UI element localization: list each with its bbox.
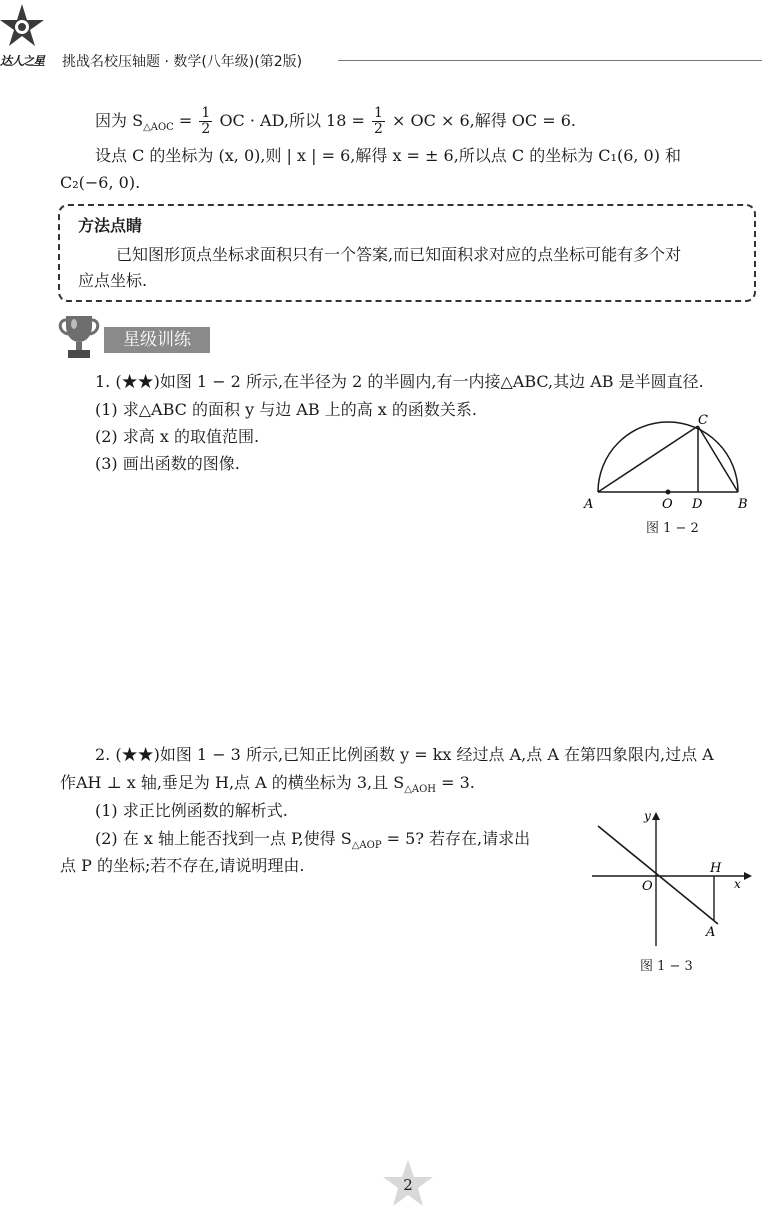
method-box-line-2: 应点坐标. <box>78 271 148 290</box>
label-x: x <box>734 877 741 891</box>
figure-1-3-caption: 图 1 − 3 <box>640 959 693 974</box>
problem-1-question-3: (3) 画出函数的图像. <box>95 454 240 473</box>
method-box-line-1: 已知图形顶点坐标求面积只有一个答案,而已知面积求对应的点坐标可能有多个对 <box>116 245 682 264</box>
label-o: O <box>642 879 653 894</box>
segment-cb <box>698 426 738 492</box>
page-number: 2 <box>403 1176 413 1194</box>
solution-line-1: 因为 $S_{\triangle AOC}$ = $\frac{1}{2}$ OC · AD,所以 18 = $\frac{1}{2}$ × OC × 6,解得 OC = 6. <box>95 105 577 137</box>
solution-line-2: 设点 C 的坐标为 (x, 0),则 | x | = 6,解得 x = ± 6,所以点 C 的坐标为 C₁(6, 0) 和 <box>95 146 682 165</box>
fraction-half-2: $\frac{1}{2}$ <box>374 105 383 137</box>
solution-line-3: C₂(−6, 0). <box>60 173 141 192</box>
segment-ac <box>598 426 698 492</box>
problem-2-question-2: (2) 在 x 轴上能否找到一点 P,使得 $S_{\triangle AOP} = 5$? 若存在,请求出 <box>95 829 531 852</box>
x-axis-arrow-icon <box>744 872 752 880</box>
problem-2-question-1: (1) 求正比例函数的解析式. <box>95 801 288 820</box>
figure-1-3 <box>588 806 758 954</box>
figure-1-2 <box>578 410 758 516</box>
y-axis-arrow-icon <box>652 812 660 820</box>
problem-1-question-2: (2) 求高 x 的取值范围. <box>95 427 260 446</box>
line-y-kx <box>598 826 718 924</box>
label-y: y <box>644 809 651 823</box>
problem-1-question-1: (1) 求△ABC 的面积 y 与边 AB 上的高 x 的函数关系. <box>95 400 477 419</box>
header-rule <box>338 60 762 61</box>
method-box-title: 方法点睛 <box>78 216 143 235</box>
trophy-icon <box>56 312 102 362</box>
label-o: O <box>662 497 673 512</box>
label-c: C <box>698 413 708 428</box>
header-title: 挑战名校压轴题 · 数学(八年级)(第2版) <box>62 54 303 70</box>
section-banner: 星级训练 <box>104 327 210 353</box>
problem-2-stem-2: 作AH ⊥ x 轴,垂足为 H,点 A 的横坐标为 3,且 $S_{\triangle AOH} = 3$. <box>60 773 475 796</box>
fraction-half: $\frac{1}{2}$ <box>201 105 211 137</box>
label-a: A <box>584 497 594 512</box>
figure-1-2-caption: 图 1 − 2 <box>646 521 699 536</box>
label-b: B <box>738 497 748 512</box>
problem-2-stem-1: 2. (★★)如图 1 − 3 所示,已知正比例函数 y = kx 经过点 A,点 A 在第四象限内,过点 A <box>95 745 714 764</box>
problem-1-stem: 1. (★★)如图 1 − 2 所示,在半径为 2 的半圆内,有一内接△ABC,其边 AB 是半圆直径. <box>95 372 704 391</box>
problem-2-question-2-cont: 点 P 的坐标;若不存在,请说明理由. <box>60 856 305 875</box>
label-h: H <box>710 861 722 876</box>
label-d: D <box>692 497 703 512</box>
label-a: A <box>706 925 716 940</box>
center-point <box>666 490 671 495</box>
logo-text: 达人之星 <box>0 54 45 68</box>
